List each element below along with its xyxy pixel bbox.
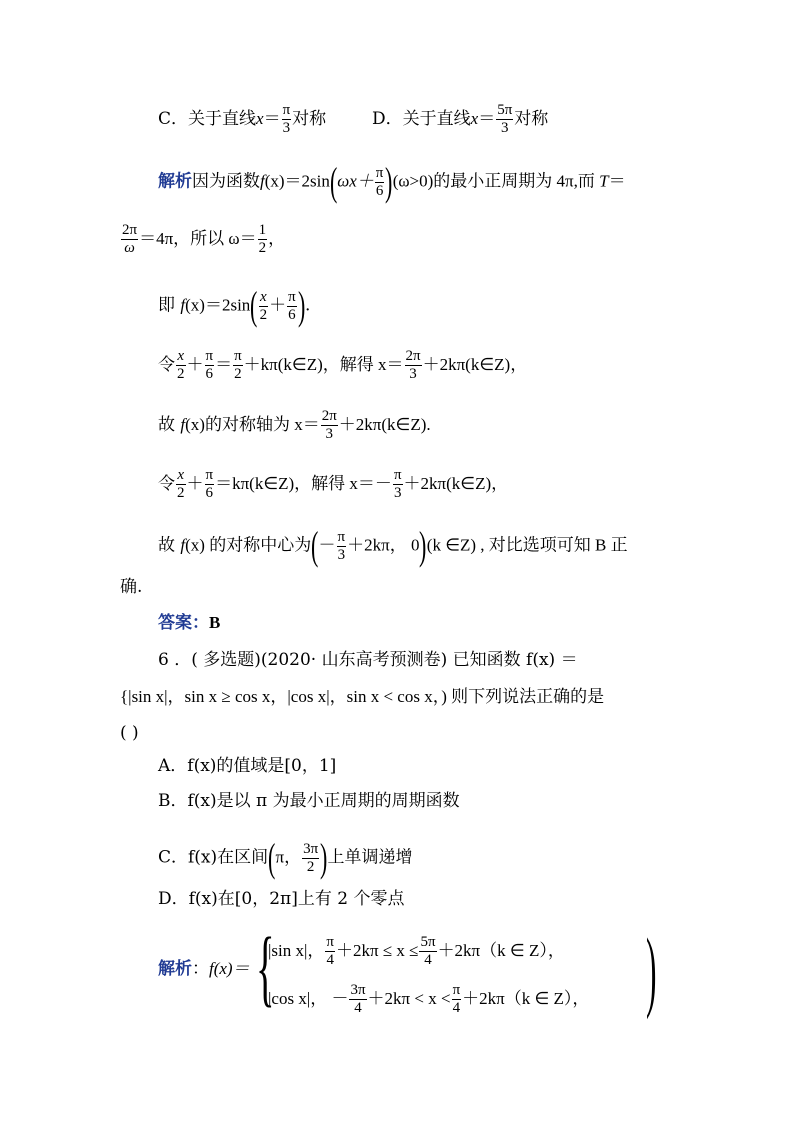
plus: ＋ — [269, 295, 287, 316]
right-paren: ) — [419, 523, 427, 568]
denominator: 6 — [375, 182, 384, 199]
option-c-label: C．关于直线 — [158, 109, 257, 129]
text: ＋2kπ（k ∈ Z）， — [462, 989, 590, 1008]
option-c-label: C．f(x)在区间 — [158, 847, 269, 868]
denominator: 2 — [258, 240, 267, 256]
text: . — [305, 295, 311, 316]
text: 因为函数 — [192, 171, 260, 192]
denominator: 3 — [393, 485, 402, 501]
func-f: f — [180, 535, 186, 555]
analysis-label: 解析 — [158, 171, 192, 192]
text: 即 — [158, 295, 181, 316]
denominator: 3 — [500, 120, 509, 136]
fraction — [259, 289, 269, 324]
text: (x)＝2sin — [264, 171, 330, 191]
denominator: 3 — [282, 120, 291, 136]
var-t: T — [599, 171, 609, 191]
var-x: x — [470, 109, 479, 128]
fraction — [176, 467, 186, 502]
numerator: π — [375, 164, 384, 181]
numerator: π — [234, 348, 242, 364]
text: π， — [275, 847, 302, 867]
fraction — [393, 467, 403, 502]
text: (x) 的对称中心为 — [185, 535, 312, 555]
text: ＋kπ(k∈Z)，解得 x＝ — [243, 355, 404, 374]
numerator: π — [337, 528, 346, 545]
denominator: 2 — [234, 366, 242, 382]
denominator: 4 — [354, 1000, 362, 1016]
right-paren: ) — [297, 283, 306, 328]
fraction — [375, 165, 385, 200]
plus: ＋ — [186, 474, 204, 494]
numerator: 3π — [350, 982, 366, 998]
denominator: 4 — [326, 952, 334, 968]
denominator: 3 — [325, 426, 333, 442]
option-c-tail: 对称 — [292, 109, 327, 129]
fraction — [419, 934, 436, 969]
text: ＝kπ(k∈Z)，解得 x＝－ — [215, 474, 392, 493]
text: ， — [268, 229, 286, 249]
numerator: π — [205, 348, 214, 364]
denominator: 3 — [409, 366, 417, 382]
option-d-label: D．关于直线 — [372, 109, 471, 129]
option-a: A．f(x)的值域是[0，1] — [158, 756, 337, 776]
fraction — [233, 348, 243, 383]
text: |cos x|， － — [268, 989, 349, 1008]
text: ＋2kπ < x < — [367, 989, 451, 1008]
analysis-6-block — [0, 920, 794, 1030]
denominator: 6 — [288, 306, 296, 323]
text: 故 — [158, 415, 181, 435]
fraction — [325, 934, 335, 969]
fraction — [349, 982, 366, 1017]
option-d: D．f(x)在[0，2π]上有 2 个零点 — [158, 889, 405, 909]
text: (k ∈Z) , 对比选项可知 B 正 — [426, 535, 628, 555]
question-6-stem: 6 ．( 多选题)(2020· 山东高考预测卷) 已知函数 f(x) ＝ — [158, 650, 578, 670]
text: ＋2kπ(k∈Z)， — [403, 474, 509, 493]
minus: － — [318, 535, 336, 556]
denominator: 6 — [205, 366, 214, 382]
text: 确. — [120, 577, 143, 597]
numerator: 2π — [405, 348, 421, 364]
denominator: 2 — [259, 306, 268, 323]
text: ＋2kπ(k∈Z)， — [422, 355, 528, 374]
numerator: x — [260, 288, 267, 305]
numerator: π — [205, 467, 214, 483]
fraction — [287, 289, 297, 324]
plus: ＋ — [186, 355, 204, 375]
eq: ＝ — [263, 109, 281, 129]
denominator: 4 — [424, 952, 432, 968]
eq: ＝ — [215, 355, 233, 375]
option-d-tail: 对称 — [514, 109, 549, 129]
numerator: 2π — [321, 408, 337, 424]
func-f: f — [180, 415, 186, 434]
fraction — [282, 102, 292, 137]
text: 上单调递增 — [327, 847, 413, 868]
eq: ＝ — [478, 109, 496, 129]
analysis-label: 解析 — [158, 959, 192, 979]
numerator: 1 — [258, 222, 267, 238]
numerator: 5π — [420, 934, 436, 950]
numerator: π — [393, 467, 402, 483]
left-paren: ( — [268, 835, 276, 880]
text: ＋2kπ ≤ x ≤ — [335, 941, 419, 960]
option-c — [158, 102, 326, 137]
answer-label: 答案： — [158, 613, 209, 633]
fraction — [258, 222, 268, 257]
denominator: 2 — [177, 485, 185, 501]
answer-blank: ( ) — [120, 723, 139, 743]
numerator: π — [288, 288, 296, 305]
text: ＋2kπ， 0 — [347, 535, 420, 555]
func-f: f — [180, 295, 186, 315]
denominator: ω — [124, 240, 135, 256]
right-paren: ) — [385, 159, 393, 204]
left-paren: ( — [250, 283, 258, 328]
answer-value: B — [209, 613, 221, 632]
right-paren: ) — [320, 835, 328, 880]
func-f: f(x)＝ — [209, 959, 250, 978]
text: (ω>0)的最小正周期为 4π,而 — [392, 171, 600, 191]
numerator: π — [282, 102, 291, 118]
fraction — [496, 102, 513, 137]
fraction — [337, 529, 347, 564]
text: (x)的对称轴为 x＝ — [185, 415, 320, 434]
denominator: 6 — [205, 485, 214, 501]
question-6-piecewise: {|sin x|，sin x ≥ cos x，|cos x|，sin x < cos x，) 则下列说法正确的是 — [120, 687, 605, 706]
text: (x)＝2sin — [185, 295, 251, 315]
denominator: 3 — [337, 546, 346, 563]
var-x: x — [256, 109, 264, 128]
fraction — [302, 841, 319, 876]
fraction — [405, 348, 422, 383]
left-paren: ( — [311, 523, 319, 568]
left-brace: { — [256, 919, 275, 1015]
text: |sin x|， — [268, 941, 325, 960]
numerator: 2π — [122, 222, 138, 238]
option-d — [372, 102, 548, 137]
denominator: 4 — [452, 1000, 461, 1016]
func-f: f — [260, 171, 265, 191]
denominator: 2 — [306, 858, 315, 875]
text: 令 — [158, 474, 175, 494]
text: ： — [192, 959, 209, 979]
option-b: B．f(x)是以 π 为最小正周期的周期函数 — [158, 791, 460, 811]
numerator: π — [452, 982, 461, 998]
numerator: x — [177, 348, 185, 364]
text: ＝4π，所以 ω＝ — [139, 229, 257, 248]
denominator: 2 — [177, 366, 185, 382]
fraction — [176, 348, 186, 383]
fraction — [321, 408, 338, 443]
eq: ＝ — [608, 171, 626, 192]
fraction — [205, 467, 215, 502]
text: 故 — [158, 535, 181, 556]
text: ＋2kπ(k∈Z). — [338, 415, 431, 434]
numerator: 5π — [497, 102, 513, 118]
fraction — [205, 348, 215, 383]
right-paren: ) — [646, 921, 657, 1020]
text: ωx＋ — [337, 171, 374, 191]
text: ＋2kπ（k ∈ Z）， — [437, 941, 565, 960]
text: 令 — [158, 355, 175, 375]
left-paren: ( — [329, 159, 338, 204]
numerator: x — [177, 467, 185, 483]
numerator: π — [326, 934, 334, 950]
fraction — [121, 222, 138, 257]
fraction — [452, 982, 462, 1017]
numerator: 3π — [303, 840, 319, 857]
